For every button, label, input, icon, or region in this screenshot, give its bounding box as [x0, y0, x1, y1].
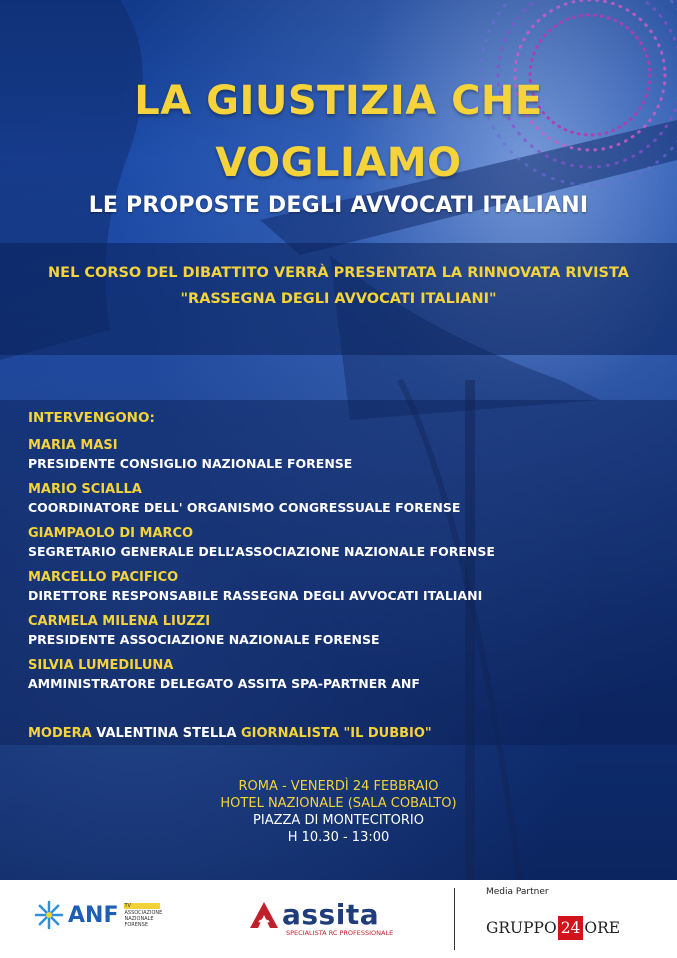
- anf-tagline-block: [124, 903, 174, 928]
- gruppo-prefix: GRUPPO: [486, 919, 557, 937]
- speaker-item: [28, 481, 658, 517]
- anf-tagline: ASSOCIAZIONE NAZIONALE FORENSE: [124, 909, 163, 928]
- media-partner-label: Media Partner: [486, 887, 549, 897]
- event-address: PIAZZA DI MONTECITORIO: [253, 813, 424, 828]
- event-venue: HOTEL NAZIONALE (SALA COBALTO): [220, 796, 457, 811]
- announcement-line1: NEL CORSO DEL DIBATTITO VERRÀ PRESENTATA LA RINNOVATA RIVISTA: [48, 265, 629, 281]
- speaker-role: PRESIDENTE ASSOCIAZIONE NAZIONALE FORENSE: [28, 632, 380, 647]
- moderator-label: MODERA: [28, 726, 92, 741]
- event-title-line2: VOGLIAMO: [215, 140, 462, 186]
- event-title-line1: LA GIUSTIZIA CHE: [134, 78, 543, 124]
- speakers-heading: INTERVENGONO:: [28, 410, 155, 426]
- footer-divider: [454, 888, 455, 950]
- speaker-item: [28, 437, 658, 473]
- speaker-name: MARIO SCIALLA: [28, 482, 142, 497]
- assita-logo-text: assita: [282, 898, 380, 931]
- assita-logo: [248, 898, 393, 937]
- speaker-role: SEGRETARIO GENERALE DELL’ASSOCIAZIONE NAZIONALE FORENSE: [28, 544, 495, 559]
- speaker-role: DIRETTORE RESPONSABILE RASSEGNA DEGLI AVVOCATI ITALIANI: [28, 588, 483, 603]
- speaker-role: COORDINATORE DELL' ORGANISMO CONGRESSUALE FORENSE: [28, 500, 461, 515]
- anf-logo: [34, 900, 174, 930]
- speaker-role: PRESIDENTE CONSIGLIO NAZIONALE FORENSE: [28, 456, 353, 471]
- event-time: H 10.30 - 13:00: [287, 830, 390, 845]
- assita-mark-icon: [248, 900, 280, 930]
- speaker-item: [28, 657, 658, 693]
- event-details: [0, 778, 677, 846]
- gruppo-suffix: ORE: [584, 919, 621, 937]
- moderator-outlet: "IL DUBBIO": [343, 726, 432, 741]
- moderator-role: GIORNALISTA: [241, 726, 339, 741]
- event-date: ROMA - VENERDÌ 24 FEBBRAIO: [238, 779, 439, 794]
- event-subtitle: LE PROPOSTE DEGLI AVVOCATI ITALIANI: [88, 193, 589, 218]
- speaker-name: SILVIA LUMEDILUNA: [28, 658, 174, 673]
- anf-star-icon: [34, 900, 64, 930]
- speaker-name: MARCELLO PACIFICO: [28, 570, 179, 585]
- anf-logo-text: ANF: [68, 902, 119, 928]
- speaker-role: AMMINISTRATORE DELEGATO ASSITA SPA-PARTNER ANF: [28, 676, 420, 691]
- anf-badge-text: TV: [124, 902, 131, 909]
- moderator-name: VALENTINA STELLA: [96, 726, 237, 741]
- sponsor-footer: [0, 880, 677, 958]
- gruppo24ore-logo: [486, 916, 620, 940]
- speaker-name: MARIA MASI: [28, 438, 118, 453]
- speaker-item: [28, 569, 658, 605]
- gruppo-number: 24: [558, 916, 584, 940]
- speaker-item: [28, 525, 658, 561]
- speaker-name: GIAMPAOLO DI MARCO: [28, 526, 194, 541]
- moderator-line: [28, 726, 432, 741]
- assita-tagline: SPECIALISTA RC PROFESSIONALE: [286, 929, 394, 937]
- speakers-list: [28, 410, 658, 701]
- speaker-name: CARMELA MILENA LIUZZI: [28, 614, 211, 629]
- speaker-item: [28, 613, 658, 649]
- announcement-line2: "RASSEGNA DEGLI AVVOCATI ITALIANI": [180, 291, 497, 307]
- anf-badge: [124, 903, 160, 909]
